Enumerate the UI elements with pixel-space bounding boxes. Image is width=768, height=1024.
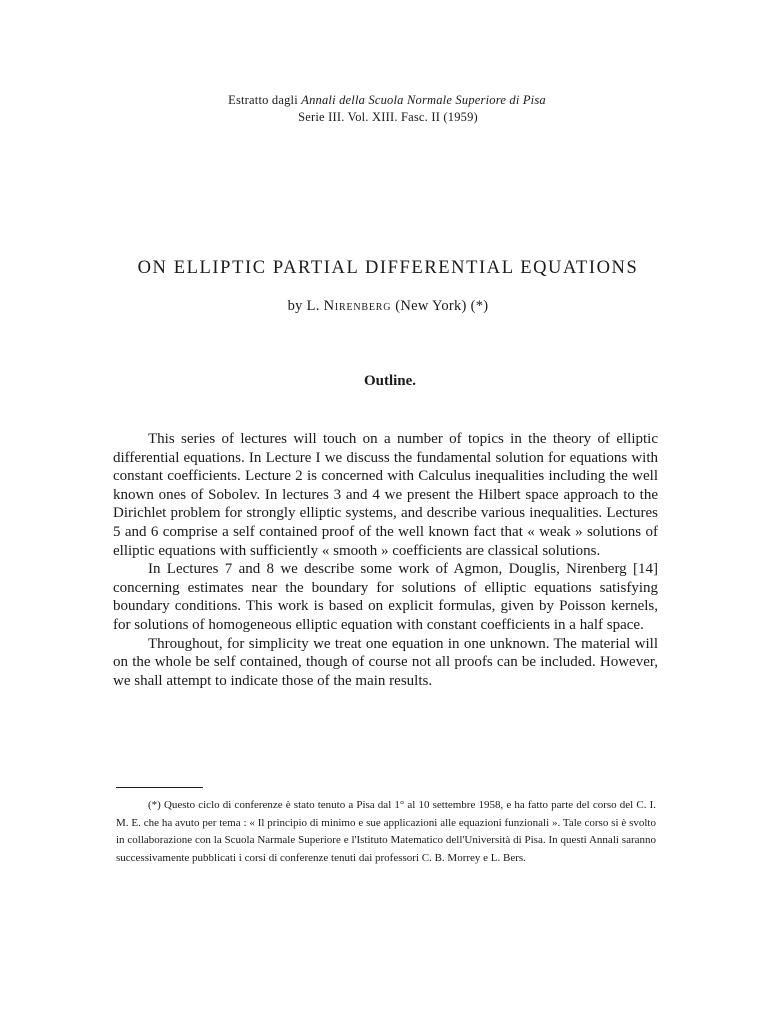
section-heading: Outline. bbox=[363, 373, 417, 389]
offprint-header bbox=[0, 92, 768, 126]
paragraph: Throughout, for simplicity we treat one equation in one unknown. The material will on the whole be self contained, though of course not all proofs can be included. However, we shall attempt to indicate those of the main results. bbox=[113, 635, 658, 689]
paragraph: This series of lectures will touch on a number of topics in the theory of elliptic differential equations. In Lecture I we discuss the fundamental solution for equations with constant coefficients. Lecture 2 is concerned with Calculus inequalities including the well known ones of Sobolev. In lectures 3 and 4 we present the Hilbert space approach to the Dirichlet problem for strongly elliptic systems, and describe various inequalities. Lectures 5 and 6 comprise a self contained proof of the well known fact that « weak » solutions of elliptic equations with sufficiently « smooth » coefficients are classical solutions. bbox=[113, 431, 658, 559]
byline-suffix: (New York) (*) bbox=[391, 298, 489, 314]
paragraph: In Lectures 7 and 8 we describe some work of Agmon, Douglis, Nirenberg [14] concerning estimates near the boundary for solutions of elliptic equations satisfying boundary conditions. This work is based on explicit formulas, given by Poisson kernels, for solutions of homogeneous elliptic equation with constant coefficients in a half space. bbox=[113, 561, 658, 633]
footnote-divider bbox=[116, 787, 203, 788]
paper-title: ON ELLIPTIC PARTIAL DIFFERENTIAL EQUATIONS bbox=[137, 258, 639, 278]
journal-name: Annali della Scuola Normale Superiore di Pisa bbox=[301, 93, 546, 107]
series-volume-line: Serie III. Vol. XIII. Fasc. II (1959) bbox=[298, 110, 478, 124]
author-name: Nirenberg bbox=[323, 298, 392, 314]
byline-prefix: by L. bbox=[287, 298, 324, 314]
offprint-source-line bbox=[0, 92, 768, 109]
footnote bbox=[116, 797, 656, 867]
offprint-prefix: Estratto dagli bbox=[228, 93, 302, 107]
byline bbox=[0, 298, 768, 315]
body-text bbox=[113, 430, 658, 690]
footnote-text: (*) Questo ciclo di conferenze è stato tenuto a Pisa dal 1° al 10 settembre 1958, e ha fatto parte del corso del C. I. M. E. che ha avuto per tema : « Il principio di minimo e sue applicazioni alle equazioni funzionali ». Tale corso si è svolto in collaborazione con la Scuola Narmale Superiore e l'Istituto Matematico dell'Università di Pisa. In questi Annali saranno successivamente pubblicati i corsi di conferenze tenuti dai professori C. B. Morrey e L. Bers. bbox=[116, 799, 656, 864]
